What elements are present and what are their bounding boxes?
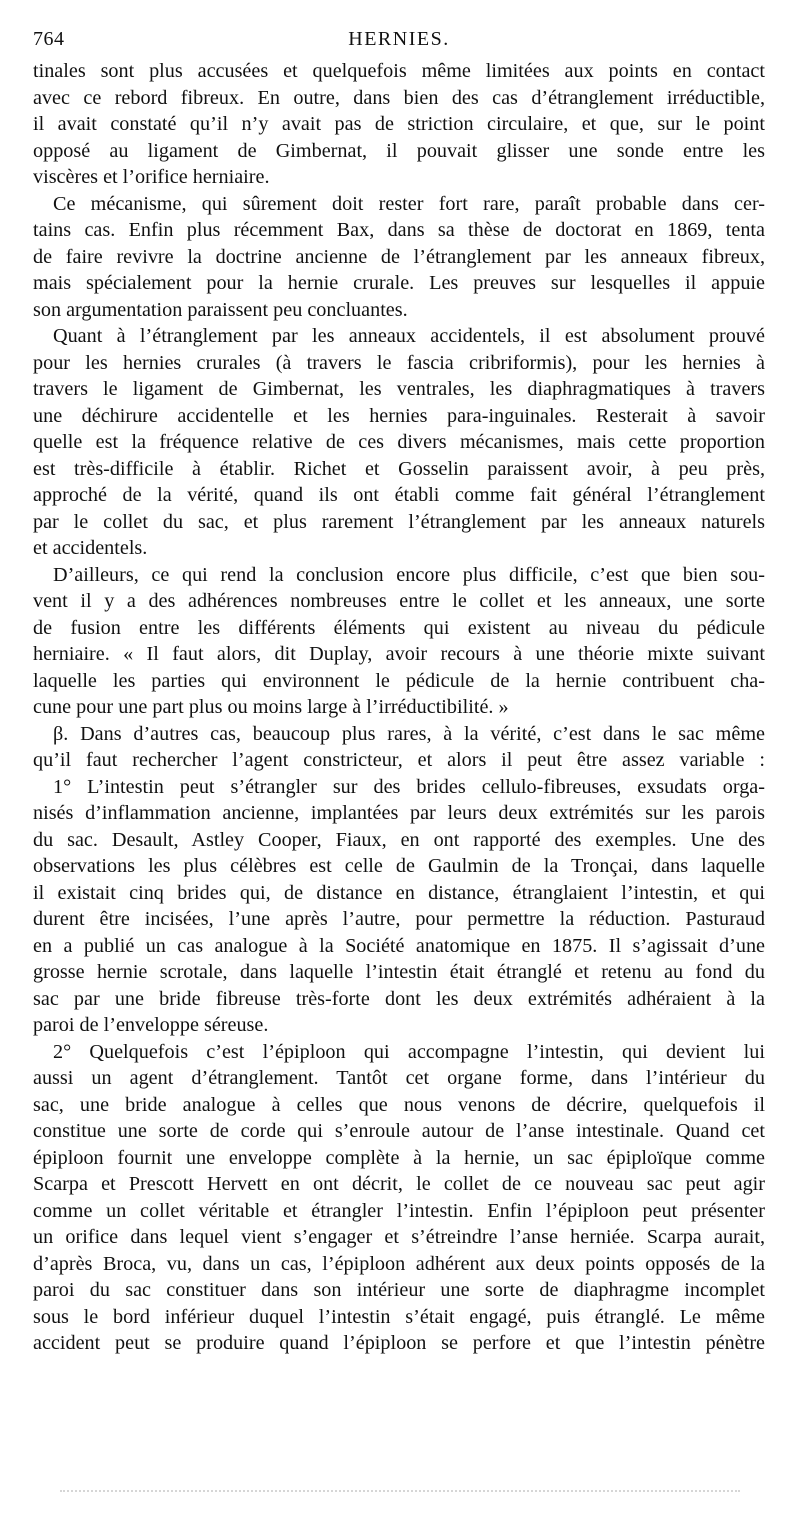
text-line: 1° L’intestin peut s’étrangler sur des brides cellulo-fibreuses, exsudats orga- [53, 775, 765, 798]
text-line: paroi du sac constituer dans son intérieur une sorte de diaphragme incomplet [33, 1279, 765, 1301]
text-line: travers le ligament de Gimbernat, les ventrales, les diaphragmatiques à travers [33, 378, 765, 400]
text-line: sous le bord inférieur duquel l’intestin s’était engagé, puis étranglé. Le même [33, 1305, 765, 1328]
page-header [33, 28, 765, 58]
page-number: 764 [33, 28, 65, 50]
text-line: un orifice dans lequel vient s’engager et s’étreindre l’anse herniée. Scarpa aurait, [33, 1226, 765, 1248]
text-line: mais spécialement pour la hernie crurale. Les preuves sur lesquelles il appuie [33, 272, 765, 294]
text-line: d’après Broca, vu, dans un cas, l’épiploon adhérent aux deux points opposés de la [33, 1252, 765, 1275]
text-line: Quant à l’étranglement par les anneaux accidentels, il est absolument prouvé [53, 325, 765, 347]
text-line: sac par une bride fibreuse très-forte dont les deux extrémités adhéraient à la [33, 987, 765, 1010]
text-line: il existait cinq brides qui, de distance en distance, étranglaient l’intestin, et qui [33, 881, 765, 904]
text-line: opposé au ligament de Gimbernat, il pouvait glisser une sonde entre les [33, 139, 765, 162]
text-line: et accidentels. [33, 537, 148, 559]
text-line: il avait constaté qu’il n’y avait pas de striction circulaire, et que, sur le point [33, 113, 765, 135]
text-line: de faire revivre la doctrine ancienne de l’étranglement par les anneaux fibreux, [33, 245, 765, 268]
text-line: approché de la vérité, quand ils ont établi comme fait général l’étranglement [33, 484, 765, 506]
text-line: D’ailleurs, ce qui rend la conclusion encore plus difficile, c’est que bien sou- [53, 563, 765, 586]
text-line: quelle est la fréquence relative de ces divers mécanismes, mais cette proportion [33, 431, 765, 453]
text-line: tinales sont plus accusées et quelquefois même limitées aux points en contact [33, 60, 765, 82]
text-line: pour les hernies crurales (à travers le fascia cribriformis), pour les hernies à [33, 351, 765, 374]
text-line: vent il y a des adhérences nombreuses entre le collet et les anneaux, une sorte [33, 590, 765, 612]
text-line: épiploon fournit une enveloppe complète à la hernie, un sac épiploïque comme [33, 1146, 765, 1169]
text-line: qu’il faut rechercher l’agent constricteur, et alors il peut être assez variable : [33, 749, 765, 771]
text-line: herniaire. « Il faut alors, dit Duplay, avoir recours à une théorie mixte suivant [33, 643, 765, 665]
text-line: comme un collet véritable et étrangler l’intestin. Enfin l’épiploon peut présenter [33, 1199, 765, 1222]
text-line: aussi un agent d’étranglement. Tantôt cet organe forme, dans l’intérieur du [33, 1067, 765, 1089]
text-line: cune pour une part plus ou moins large à l’irréductibilité. » [33, 696, 509, 718]
text-line: tains cas. Enfin plus récemment Bax, dans sa thèse de doctorat en 1869, tenta [33, 219, 765, 241]
text-line: avec ce rebord fibreux. En outre, dans bien des cas d’étranglement irréductible, [33, 86, 765, 109]
page-bottom-artifact [60, 1490, 740, 1498]
text-line: laquelle les parties qui environnent le pédicule de la hernie contribuent cha- [33, 669, 765, 692]
text-line: une déchirure accidentelle et les hernies para-inguinales. Resterait à savoir [33, 404, 765, 427]
text-line: de fusion entre les différents éléments qui existent au niveau du pédicule [33, 616, 765, 639]
text-line: grosse hernie scrotale, dans laquelle l’intestin était étranglé et retenu au fond du [33, 961, 765, 983]
text-line: est très-difficile à établir. Richet et Gosselin paraissent avoir, à peu près, [33, 457, 765, 480]
text-line: constitue une sorte de corde qui s’enroule autour de l’anse intestinale. Quand cet [33, 1120, 765, 1142]
body-text [33, 58, 765, 1357]
text-line: β. Dans d’autres cas, beaucoup plus rares, à la vérité, c’est dans le sac même [53, 722, 765, 745]
text-line: paroi de l’enveloppe séreuse. [33, 1014, 269, 1036]
text-line: du sac. Desault, Astley Cooper, Fiaux, en ont rapporté des exemples. Une des [33, 828, 765, 851]
text-line: par le collet du sac, et plus rarement l’étranglement par les anneaux naturels [33, 510, 765, 533]
running-title: HERNIES. [348, 28, 450, 50]
text-line: Ce mécanisme, qui sûrement doit rester fort rare, paraît probable dans cer- [53, 192, 765, 215]
text-line: Scarpa et Prescott Hervett en ont décrit, le collet de ce nouveau sac peut agir [33, 1173, 765, 1195]
text-line: viscères et l’orifice herniaire. [33, 166, 270, 188]
text-line: nisés d’inflammation ancienne, implantées par leurs deux extrémités sur les parois [33, 802, 765, 824]
text-line: en a publié un cas analogue à la Société anatomique en 1875. Il s’agissait d’une [33, 934, 765, 957]
text-line: durent être incisées, l’une après l’autre, pour permettre la réduction. Pasturaud [33, 908, 765, 930]
text-line: 2° Quelquefois c’est l’épiploon qui accompagne l’intestin, qui devient lui [53, 1040, 765, 1063]
text-line: observations les plus célèbres est celle de Gaulmin de la Tronçai, dans laquelle [33, 855, 765, 877]
book-page [33, 28, 765, 1357]
text-line: son argumentation paraissent peu concluantes. [33, 298, 408, 321]
text-line: accident peut se produire quand l’épiploon se perfore et que l’intestin pénètre [33, 1332, 765, 1354]
text-line: sac, une bride analogue à celles que nous venons de décrire, quelquefois il [33, 1093, 765, 1116]
